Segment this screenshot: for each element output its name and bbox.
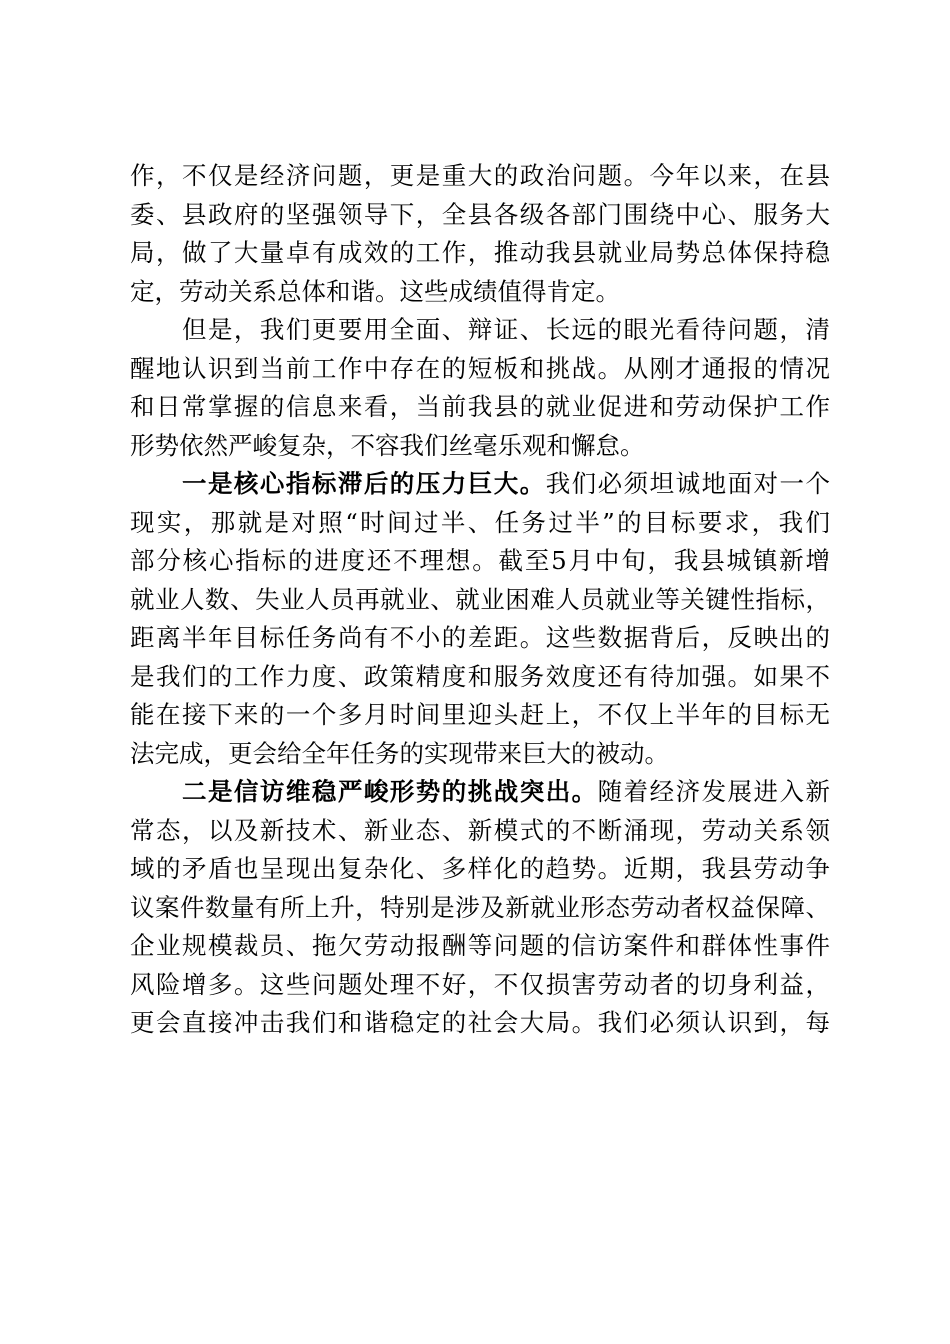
text-line: 风险增多。这些问题处理不好，不仅损害劳动者的切身利益， bbox=[130, 969, 830, 999]
text-line: 能在接下来的一个多月时间里迎头赶上，不仅上半年的目标无 bbox=[130, 700, 830, 729]
text-line: 常态，以及新技术、新业态、新模式的不断涌现，劳动关系领 bbox=[130, 815, 830, 845]
text-line: 委、县政府的坚强领导下，全县各级各部门围绕中心、服务大 bbox=[130, 199, 830, 229]
text-line: 是我们的工作力度、政策精度和服务效度还有待加强。如果不 bbox=[130, 661, 830, 691]
text-line: 作，不仅是经济问题，更是重大的政治问题。今年以来，在县 bbox=[130, 161, 830, 190]
paragraph-3 bbox=[130, 465, 830, 773]
text-line bbox=[130, 465, 830, 504]
text-line: 但是，我们更要用全面、辩证、长远的眼光看待问题，清 bbox=[130, 315, 830, 344]
document-page bbox=[130, 157, 830, 1043]
text-line: 域的矛盾也呈现出复杂化、多样化的趋势。近期，我县劳动争 bbox=[130, 854, 830, 883]
text-line: 更会直接冲击我们和谐稳定的社会大局。我们必须认识到，每 bbox=[130, 1008, 830, 1037]
text-line: 议案件数量有所上升，特别是涉及新就业形态劳动者权益保障、 bbox=[130, 892, 830, 922]
heading-continuation: 随着经济发展进入新 bbox=[597, 777, 831, 806]
text-line: 就业人数、失业人员再就业、就业困难人员就业等关键性指标， bbox=[130, 584, 830, 614]
section-heading-petition-stability: 二是信访维稳严峻形势的挑战突出。 bbox=[130, 777, 598, 806]
section-heading-core-indicators: 一是核心指标滞后的压力巨大。 bbox=[130, 469, 546, 498]
heading-continuation: 我们必须坦诚地面对一个 bbox=[545, 469, 831, 498]
text-line: 和日常掌握的信息来看，当前我县的就业促进和劳动保护工作 bbox=[130, 392, 830, 421]
paragraph-4 bbox=[130, 773, 830, 1043]
paragraph-1 bbox=[130, 157, 830, 311]
text-line: 企业规模裁员、拖欠劳动报酬等问题的信访案件和群体性事件 bbox=[130, 931, 830, 960]
text-line: 形势依然严峻复杂，不容我们丝毫乐观和懈怠。 bbox=[130, 430, 645, 460]
text-line: 醒地认识到当前工作中存在的短板和挑战。从刚才通报的情况 bbox=[130, 353, 830, 383]
text-line: 部分核心指标的进度还不理想。截至5月中旬，我县城镇新增 bbox=[130, 546, 830, 575]
text-line: 距离半年目标任务尚有不小的差距。这些数据背后，反映出的 bbox=[130, 623, 830, 652]
text-line: 法完成，更会给全年任务的实现带来巨大的被动。 bbox=[130, 738, 669, 768]
text-line: 现实，那就是对照“时间过半、任务过半”的目标要求，我们 bbox=[130, 507, 830, 537]
paragraph-2 bbox=[130, 311, 830, 465]
text-line: 局，做了大量卓有成效的工作，推动我县就业局势总体保持稳 bbox=[130, 238, 830, 267]
text-line bbox=[130, 773, 830, 812]
text-line: 定，劳动关系总体和谐。这些成绩值得肯定。 bbox=[130, 276, 620, 306]
